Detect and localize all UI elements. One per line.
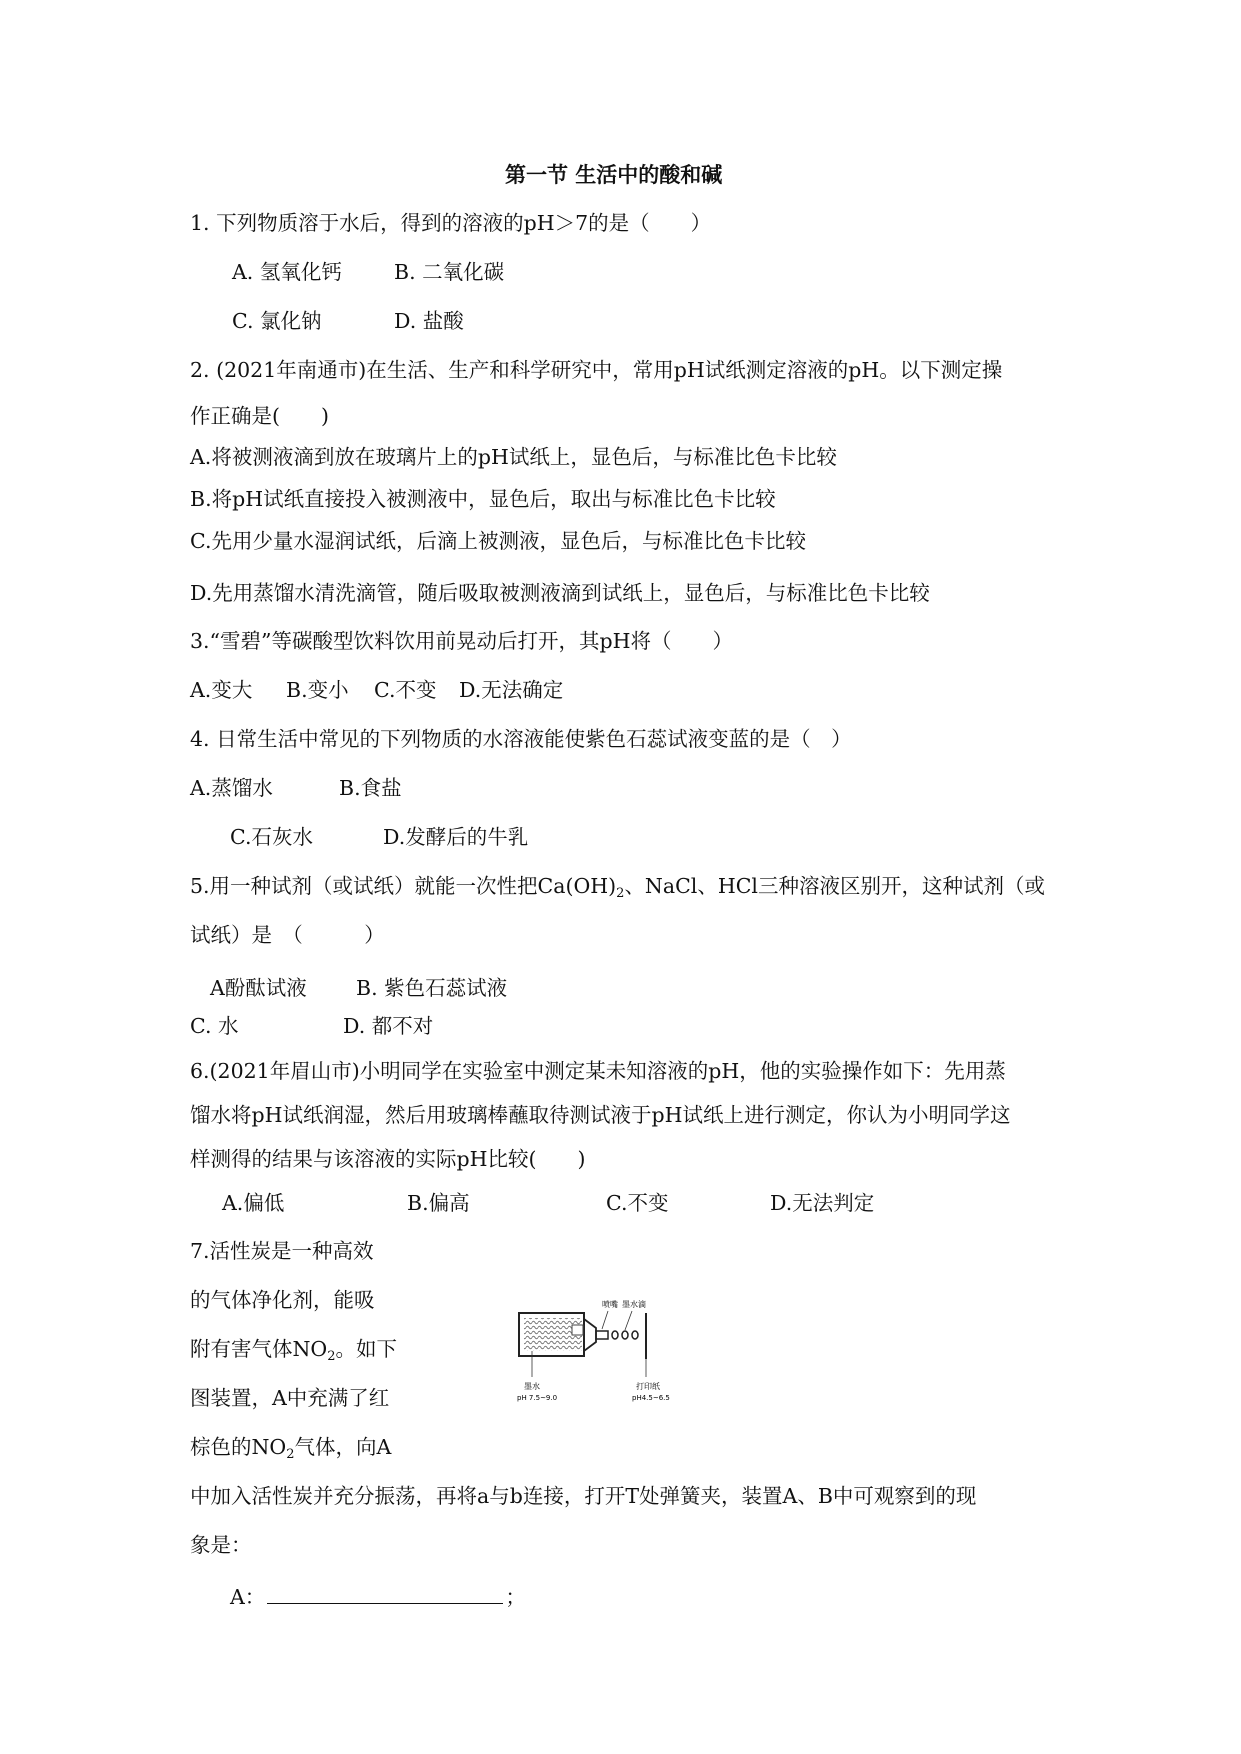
q5-stem-sub: 2 (616, 886, 625, 901)
q4-option-a: A.蒸馏水 (190, 776, 273, 800)
q7-line5-pre: 棕色的NO (190, 1435, 287, 1459)
q7-line7: 象是： (190, 1533, 252, 1557)
q7-answer-line (230, 1581, 526, 1611)
q6-stem-line2: 馏水将pH试纸润湿，然后用玻璃棒蘸取待测试液于pH试纸上进行测定，你认为小明同学这 (190, 1103, 1011, 1127)
q2-stem-line1: 2. (2021年南通市)在生活、生产和科学研究中，常用pH试纸测定溶液的pH。以下测定操 (190, 358, 1003, 382)
q7-line5-sub: 2 (286, 1447, 295, 1462)
q7-answer-label: A： (230, 1585, 266, 1609)
q6-option-c: C.不变 (606, 1191, 669, 1215)
q7-answer-blank[interactable] (267, 1581, 503, 1604)
q5-option-d: D. 都不对 (343, 1014, 434, 1038)
q4-option-b: B.食盐 (339, 776, 402, 800)
q5-option-a: A酚酞试液 (210, 976, 307, 1000)
q7-line3-post: 。如下 (335, 1337, 398, 1361)
q7-line1: 7.活性炭是一种高效 (190, 1239, 374, 1263)
q4-option-d: D.发酵后的牛乳 (383, 825, 529, 849)
q6-stem-line1: 6.(2021年眉山市)小明同学在实验室中测定某未知溶液的pH，他的实验操作如下：先用蒸 (190, 1059, 1006, 1083)
q1-stem: 1. 下列物质溶于水后，得到的溶液的pH＞7的是（ ） (190, 211, 712, 235)
q7-line5-post: 气体，向A (294, 1435, 392, 1459)
label-ink-drop: 墨水滴 (622, 1300, 646, 1309)
q7-line4: 图装置，A中充满了红 (190, 1386, 390, 1410)
q5-stem-post: 、NaCl、HCl三种溶液区别开，这种试剂（或 (624, 874, 1045, 898)
label-nozzle: 喷嘴 (602, 1300, 618, 1309)
ink-drops (612, 1331, 638, 1339)
q7-line6: 中加入活性炭并充分振荡，再将a与b连接，打开T处弹簧夹，装置A、B中可观察到的现 (190, 1484, 977, 1508)
label-ink: 墨水 (524, 1382, 540, 1391)
q7-answer-end: ； (505, 1585, 526, 1609)
q2-option-c: C.先用少量水湿润试纸，后滴上被测液，显色后，与标准比色卡比较 (190, 529, 806, 553)
label-paper: 打印纸 (636, 1382, 660, 1391)
q6-option-b: B.偏高 (407, 1191, 470, 1215)
q3-option-b: B.变小 (286, 678, 349, 702)
q4-stem: 4. 日常生活中常见的下列物质的水溶液能使紫色石蕊试液变蓝的是（ ） (190, 727, 852, 751)
q5-stem-line1 (190, 872, 1045, 900)
q7-line3-pre: 附有害气体NO (190, 1337, 328, 1361)
q1-option-c: C. 氯化钠 (232, 309, 322, 333)
q7-line5 (190, 1433, 391, 1461)
label-ink-ph: pH 7.5~9.0 (517, 1394, 558, 1402)
q1-option-a: A. 氢氧化钙 (232, 260, 342, 284)
inkjet-cartridge (519, 1313, 608, 1356)
q1-option-b: B. 二氧化碳 (394, 260, 505, 284)
q6-option-d: D.无法判定 (770, 1191, 875, 1215)
q6-option-a: A.偏低 (222, 1191, 285, 1215)
page-title: 第一节 生活中的酸和碱 (505, 163, 723, 187)
q5-stem-pre: 5.用一种试剂（或试纸）就能一次性把Ca(OH) (190, 874, 617, 898)
q7-line3 (190, 1335, 397, 1363)
q1-option-d: D. 盐酸 (394, 309, 464, 333)
q3-stem: 3.“雪碧”等碳酸型饮料饮用前晃动后打开，其pH将（ ） (190, 629, 734, 653)
q3-option-a: A.变大 (190, 678, 253, 702)
q5-option-b: B. 紫色石蕊试液 (356, 976, 508, 1000)
q3-option-c: C.不变 (374, 678, 437, 702)
inkjet-diagram (514, 1285, 674, 1410)
q3-option-d: D.无法确定 (459, 678, 564, 702)
q5-option-c: C. 水 (190, 1014, 239, 1038)
q7-line2: 的气体净化剂，能吸 (190, 1288, 375, 1312)
q2-option-b: B.将pH试纸直接投入被测液中，显色后，取出与标准比色卡比较 (190, 487, 776, 511)
q6-stem-line3: 样测得的结果与该溶液的实际pH比较( ) (190, 1147, 586, 1171)
q2-option-a: A.将被测液滴到放在玻璃片上的pH试纸上，显色后，与标准比色卡比较 (190, 445, 837, 469)
q5-stem-line2: 试纸）是 （ ） (190, 923, 385, 947)
q4-option-c: C.石灰水 (230, 825, 313, 849)
label-paper-ph: pH4.5~6.5 (632, 1394, 670, 1402)
q2-option-d: D.先用蒸馏水清洗滴管，随后吸取被测液滴到试纸上，显色后，与标准比色卡比较 (190, 581, 930, 605)
q2-stem-line2: 作正确是( ) (190, 404, 329, 428)
q7-line3-sub: 2 (327, 1349, 336, 1364)
